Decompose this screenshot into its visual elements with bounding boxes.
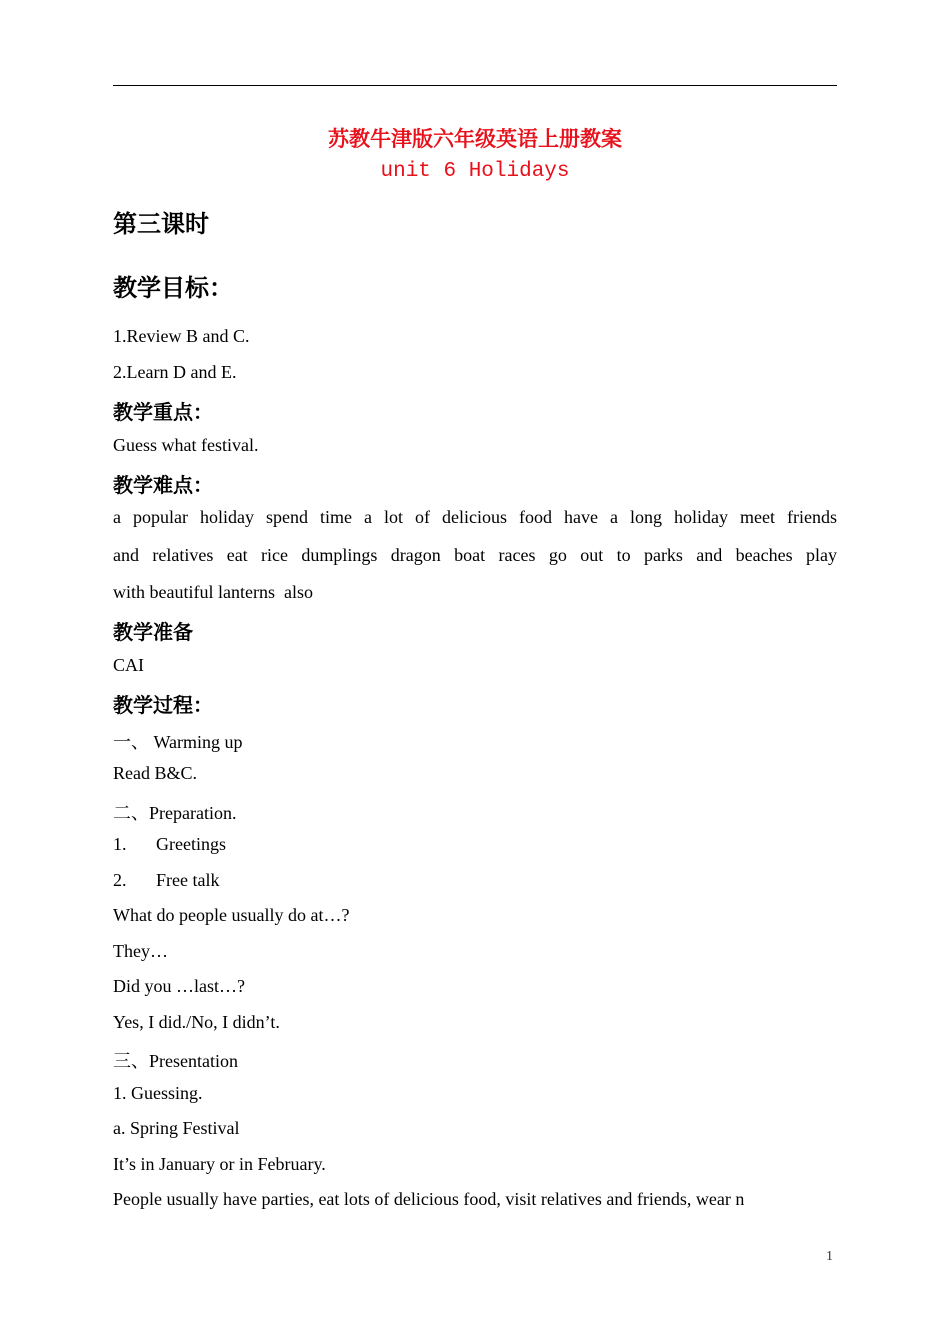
item-text: Greetings xyxy=(156,834,226,854)
difficulties-heading: 教学难点： xyxy=(113,473,213,497)
festival-text: It’s in January or in February. xyxy=(113,1154,326,1174)
step-heading: 二、Preparation. xyxy=(113,803,237,823)
objectives-heading: 教学目标： xyxy=(113,274,233,302)
festival-text: People usually have parties, eat lots of delicious food, visit relatives and friends, wear n xyxy=(113,1189,745,1209)
difficulties-line: and relatives eat rice dumplings dragon boat races go out to parks and beaches play xyxy=(113,545,837,565)
step-text: Read B&C. xyxy=(113,763,197,783)
key-points-text: Guess what festival. xyxy=(113,435,259,455)
preparation-heading: 教学准备 xyxy=(113,620,193,644)
item-number: 2. xyxy=(113,870,127,890)
step-subheading: 1. Guessing. xyxy=(113,1083,203,1103)
objective-item: 1.Review B and C. xyxy=(113,326,250,346)
dialogue-line: Did you …last…? xyxy=(113,976,245,996)
numbered-item xyxy=(113,870,219,891)
lesson-heading: 第三课时 xyxy=(113,210,209,238)
objective-item: 2.Learn D and E. xyxy=(113,362,237,382)
document-title: 苏教牛津版六年级英语上册教案 xyxy=(328,127,622,151)
numbered-item xyxy=(113,834,226,855)
difficulties-line: with beautiful lanterns also xyxy=(113,582,313,602)
festival-label: a. Spring Festival xyxy=(113,1118,240,1138)
key-points-heading: 教学重点： xyxy=(113,400,213,424)
preparation-text: CAI xyxy=(113,655,144,675)
item-text: Free talk xyxy=(156,870,220,890)
step-heading: 一、 Warming up xyxy=(113,732,243,752)
step-heading: 三、Presentation xyxy=(113,1051,238,1071)
difficulties-line: a popular holiday spend time a lot of delicious food have a long holiday meet friends xyxy=(113,507,837,527)
process-heading: 教学过程： xyxy=(113,693,213,717)
dialogue-line: What do people usually do at…? xyxy=(113,905,350,925)
page-number: 1 xyxy=(826,1249,833,1264)
unit-title: unit 6 Holidays xyxy=(380,160,570,183)
item-number: 1. xyxy=(113,834,127,854)
header-rule xyxy=(113,85,837,86)
dialogue-line: They… xyxy=(113,941,168,961)
dialogue-line: Yes, I did./No, I didn’t. xyxy=(113,1012,280,1032)
